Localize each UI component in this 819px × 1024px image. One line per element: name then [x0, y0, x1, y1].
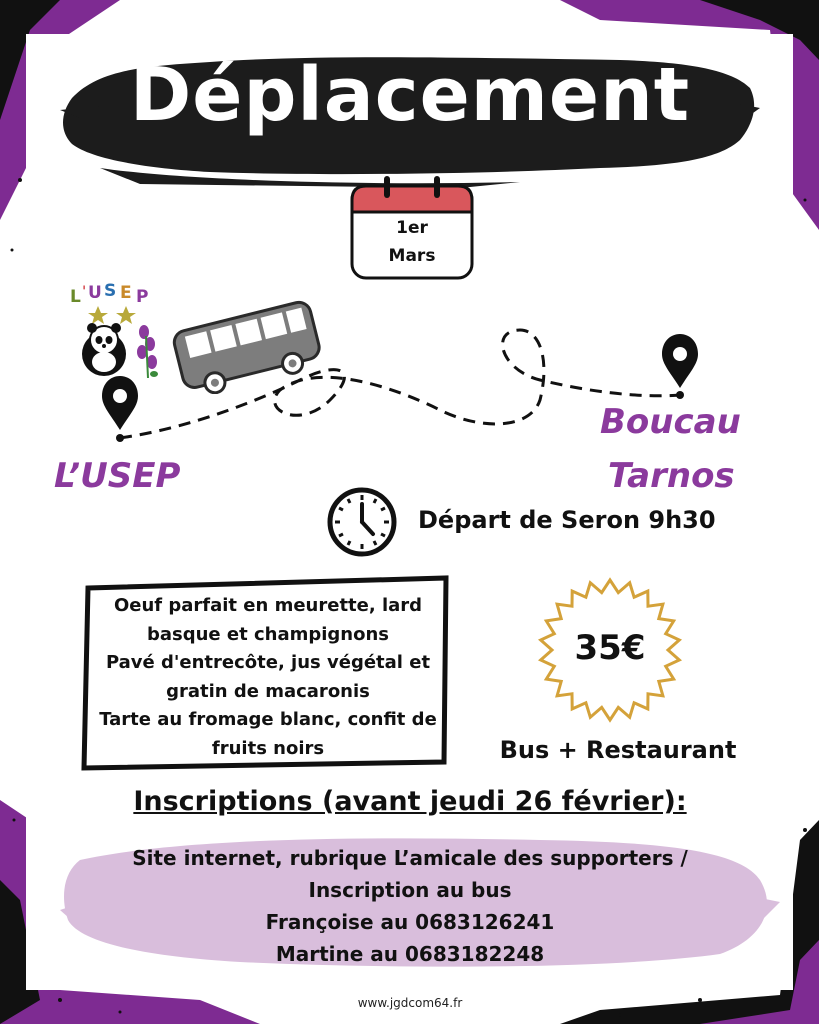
contact-line: Site internet, rubrique L’amicale des supporters /: [132, 846, 688, 870]
clock-icon: [326, 486, 398, 558]
includes-label: Bus + Restaurant: [499, 736, 737, 764]
contact-line: Inscription au bus: [308, 878, 512, 902]
menu-line: gratin de macaronis: [166, 680, 370, 702]
svg-text:S: S: [104, 282, 117, 301]
inscriptions-heading: Inscriptions (avant jeudi 26 février):: [133, 786, 687, 817]
calendar-day: 1er: [396, 218, 428, 238]
page-title: Déplacement: [129, 52, 691, 138]
map-pin-icon: [102, 376, 138, 442]
destination-label-1: Boucau: [600, 402, 741, 442]
price-label: 35€: [574, 628, 646, 668]
map-pin-icon: [662, 334, 698, 399]
contact-line: Martine au 0683182248: [275, 942, 545, 966]
departure-text: Départ de Seron 9h30: [418, 506, 716, 534]
svg-text:E: E: [120, 283, 132, 303]
destination-label-2: Tarnos: [608, 456, 735, 496]
menu-line: basque et champignons: [146, 623, 390, 645]
menu-line: Pavé d'entrecôte, jus végétal et: [105, 652, 431, 673]
origin-label: L’USEP: [54, 456, 181, 496]
menu-line: Oeuf parfait en meurette, lard: [113, 595, 423, 616]
svg-text:': ': [82, 284, 87, 300]
contact-line: Françoise au 0683126241: [265, 910, 555, 934]
menu-text: [92, 592, 444, 763]
svg-text:P: P: [136, 287, 149, 307]
svg-text:U: U: [88, 283, 102, 303]
svg-text:L: L: [70, 287, 81, 307]
menu-line: fruits noirs: [211, 737, 325, 759]
menu-line: Tarte au fromage blanc, confit de: [99, 709, 437, 730]
calendar-month: Mars: [388, 246, 436, 266]
route-path: [60, 280, 760, 480]
footer-website: www.jgdcom64.fr: [357, 996, 463, 1010]
